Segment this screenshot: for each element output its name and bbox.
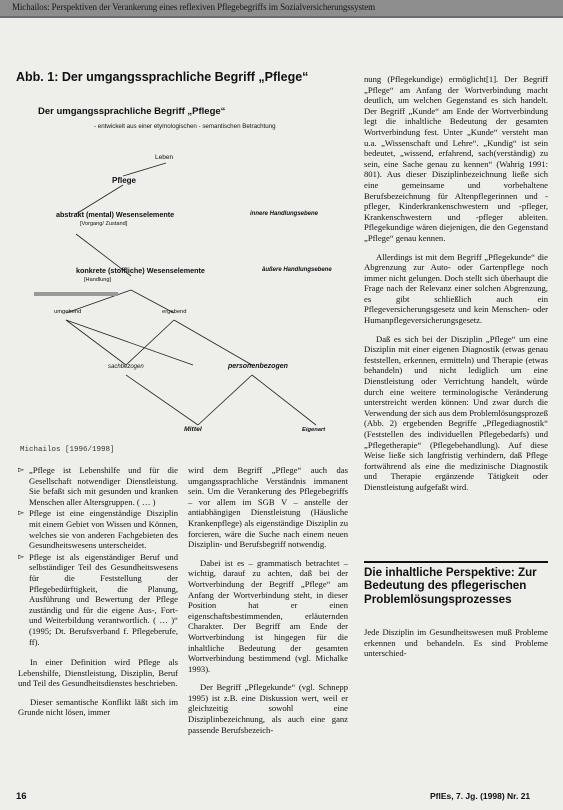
node-leben: Leben xyxy=(155,154,174,161)
paragraph: Jede Disziplin im Gesundheitswesen muß Probleme erkennen und behandeln. Es sind Probleme unterschied- xyxy=(364,627,548,659)
node-vorgang: [Vorgang/ Zustand] xyxy=(80,221,128,227)
paragraph: Dieser semantische Konflikt läßt sich im Grunde nicht lösen, immer xyxy=(18,696,178,718)
column-3 xyxy=(364,74,548,501)
figure-label: Abb. 1: Der umgangssprachliche Begriff „Pflege“ xyxy=(16,70,309,84)
diagram-lines xyxy=(16,90,354,440)
node-pflege: Pflege xyxy=(112,176,137,185)
node-konkret: konkrete (stoffliche) Wesenselemente xyxy=(76,266,205,275)
paragraph: nung (Pflegekundige) ermöglicht[1]. Der Begriff „Pflege“ am Anfang der Wortverbindung macht deutlich, um welchen Gegenstand es sich handelt. Der Begriff „Kunde“ am Ende der Wortverbindung legt die inhaltliche Bedeutung der gesamten Wortverbindung fest. Unter „Kunde“ versteht man u.a. „Wissenschaft und Lehre“. „Kundig“ ist sein bedeutet, „wissend, erfahrend, sach(verständig) zu sein, eine Sache genau zu kennen“ (Wahrig 1991: 801). Aus dieser Disziplinbezeichnung ließe sich eine gemeinsame und vorbehaltene Berufsbezeichnung für Altenpflegerinnen und -pfleger, Kinderkrankenschwestern und -pfleger, Krankenschwestern und -pfleger ableiten. Pflegekundige wären diejenigen, die den Gegenstand „Pflege“ genau kennen. xyxy=(364,74,548,243)
running-header xyxy=(0,0,563,18)
node-umgebend: umgebend xyxy=(54,309,82,315)
paragraph: wird dem Begriff „Pflege“ auch das umgangssprachliche Verständnis immanent sein. Um die Verankerung des Pflegebegriffs – vor allem im SGB V – anstelle der antiabhängigen Dienstleistung (Häusliche Krankenpflege) als eigenständige Disziplin zu forcieren, wäre die Suche nach einem neuen Disziplin- und Berufsbegriff notwendig. xyxy=(188,465,348,550)
node-aeussere-handlungsebene: äußere Handlungsebene xyxy=(262,267,332,273)
node-eigenart: Eigenart xyxy=(302,427,326,433)
node-abstrakt: abstrakt (mental) Wesenselemente xyxy=(56,210,175,219)
node-sachbezogen: sachbezogen xyxy=(108,364,144,370)
figure-source: Michailos [1996/1998] xyxy=(20,446,115,454)
paragraph: Dabei ist es – grammatisch betrachtet – wichtig, darauf zu achten, daß bei der Wortverbindung der Begriff „Pflege“ am Anfang der Wortverbindung steht, in dieser Position hat er einen eigenschaftsbestimmenden, erläuternden Charakter. Der Begriff am Ende der Wortverbindung ist hingegen für die inhaltliche Bedeutung der gesamten Wortverbindung bestimmend (vgl. Michalke 1993). xyxy=(188,557,348,674)
journal-citation: PflEs, 7. Jg. (1998) Nr. 21 xyxy=(430,791,531,801)
figure-subtitle: - entwickelt aus einer etymologischen - semantischen Betrachtung xyxy=(94,123,276,130)
node-personenbezogen: personenbezogen xyxy=(228,363,288,370)
node-innere-handlungsebene: innere Handlungsebene xyxy=(250,211,319,217)
column-1 xyxy=(18,465,178,726)
paragraph: Daß es sich bei der Disziplin „Pflege“ um eine Disziplin mit einer eigenen Diagnostik (etwas genau feststellen, erkennen, ermitteln) und Therapie (etwas behandeln) und nicht lediglich um eine Dienstleistung oder Verrichtung handelt, würde durch eine weitere terminologische Veränderung unterstreicht werden können: Und zwar durch die Verwendung der sich aus dem Problemlösungsprozeß (Abb. 2) ergebenden Begriffe „Pflegediagnostik“ (Feststellen des individuellen Pflegebedarfs) und „Pflegetherapie“ (Pflegebehandlung). Auf diese Weise ließe sich langfristig verhindern, daß Pflege fortwährend als eine die medizinische Diagnostik und Therapie ergänzende Tätigkeit oder Dienstleistung aufgefaßt wird. xyxy=(364,333,549,492)
paragraph: In einer Definition wird Pflege als Lebenshilfe, Dienstleistung, Disziplin, Beruf und Teil des Gesundheitsdienstes beschrieben. xyxy=(18,657,178,689)
running-title: Michailos: Perspektiven der Verankerung eines reflexiven Pflegebegriffs im Sozialversicherungssystem xyxy=(12,2,376,12)
column-3-bottom xyxy=(364,627,548,667)
paragraph: Der Begriff „Pflegekunde“ (vgl. Schnepp 1995) ist z.B. eine Diskussion wert, weil er gleichzeitig sowohl eine Disziplinbezeichnung, als auch eine ganz passende Berufsbezeich- xyxy=(188,682,348,735)
figure-diagram xyxy=(16,90,354,440)
paragraph: Allerdings ist mit dem Begriff „Pflegekunde“ die Abgrenzung zur Auto- oder Gartenpflege noch immer nicht gelungen. Doch stellt sich überhaupt die Frage nach der Relevanz einer solchen Abgrenzung, es gibt schließlich auch ein Pflegeversicherungsgesetz und kein Menschen- oder Humanpflegeversicherungsgesetz. xyxy=(364,251,548,326)
node-mittel: Mittel xyxy=(184,426,202,433)
figure-title: Der umgangssprachliche Begriff „Pflege“ xyxy=(38,106,226,117)
quote-bullet-2: ▻ Pflege ist eine eingenständige Disziplin mit einem Gebiet von Wissen und Können, welches sie von anderen Fachgebieten des Gesundheitswesens unterscheidet. xyxy=(18,508,178,550)
node-handlung: [Handlung] xyxy=(84,277,112,283)
node-ergebend: ergebend xyxy=(162,309,187,315)
quote-bullet-3: ▻ Pflege ist als eigenständiger Beruf und selbständiger Teil des Gesundheitswesens für die Feststellung der Pflegebedürftigkeit, die Planung, Ausführung und Bewertung der Pflege zuständig und für die eigene Aus-, Fort- und Weiterbildung verantwortlich. ( … )“ (1995; Dt. Berufsverband f. Pflegeberufe, ff). xyxy=(18,552,178,647)
quote-bullet-1: ▻ „Pflege ist Lebenshilfe und für die Gesellschaft notwendiger Dienstleistung. Sie befaßt sich mit gesunden und kranken Menschen aller Altersgruppen. ( … ) xyxy=(18,465,178,507)
page-number: 16 xyxy=(16,791,27,802)
section-heading: Die inhaltliche Perspektive: Zur Bedeutung des pflegerischen Problemlösungsprozesses xyxy=(364,561,548,606)
column-2 xyxy=(188,465,348,743)
